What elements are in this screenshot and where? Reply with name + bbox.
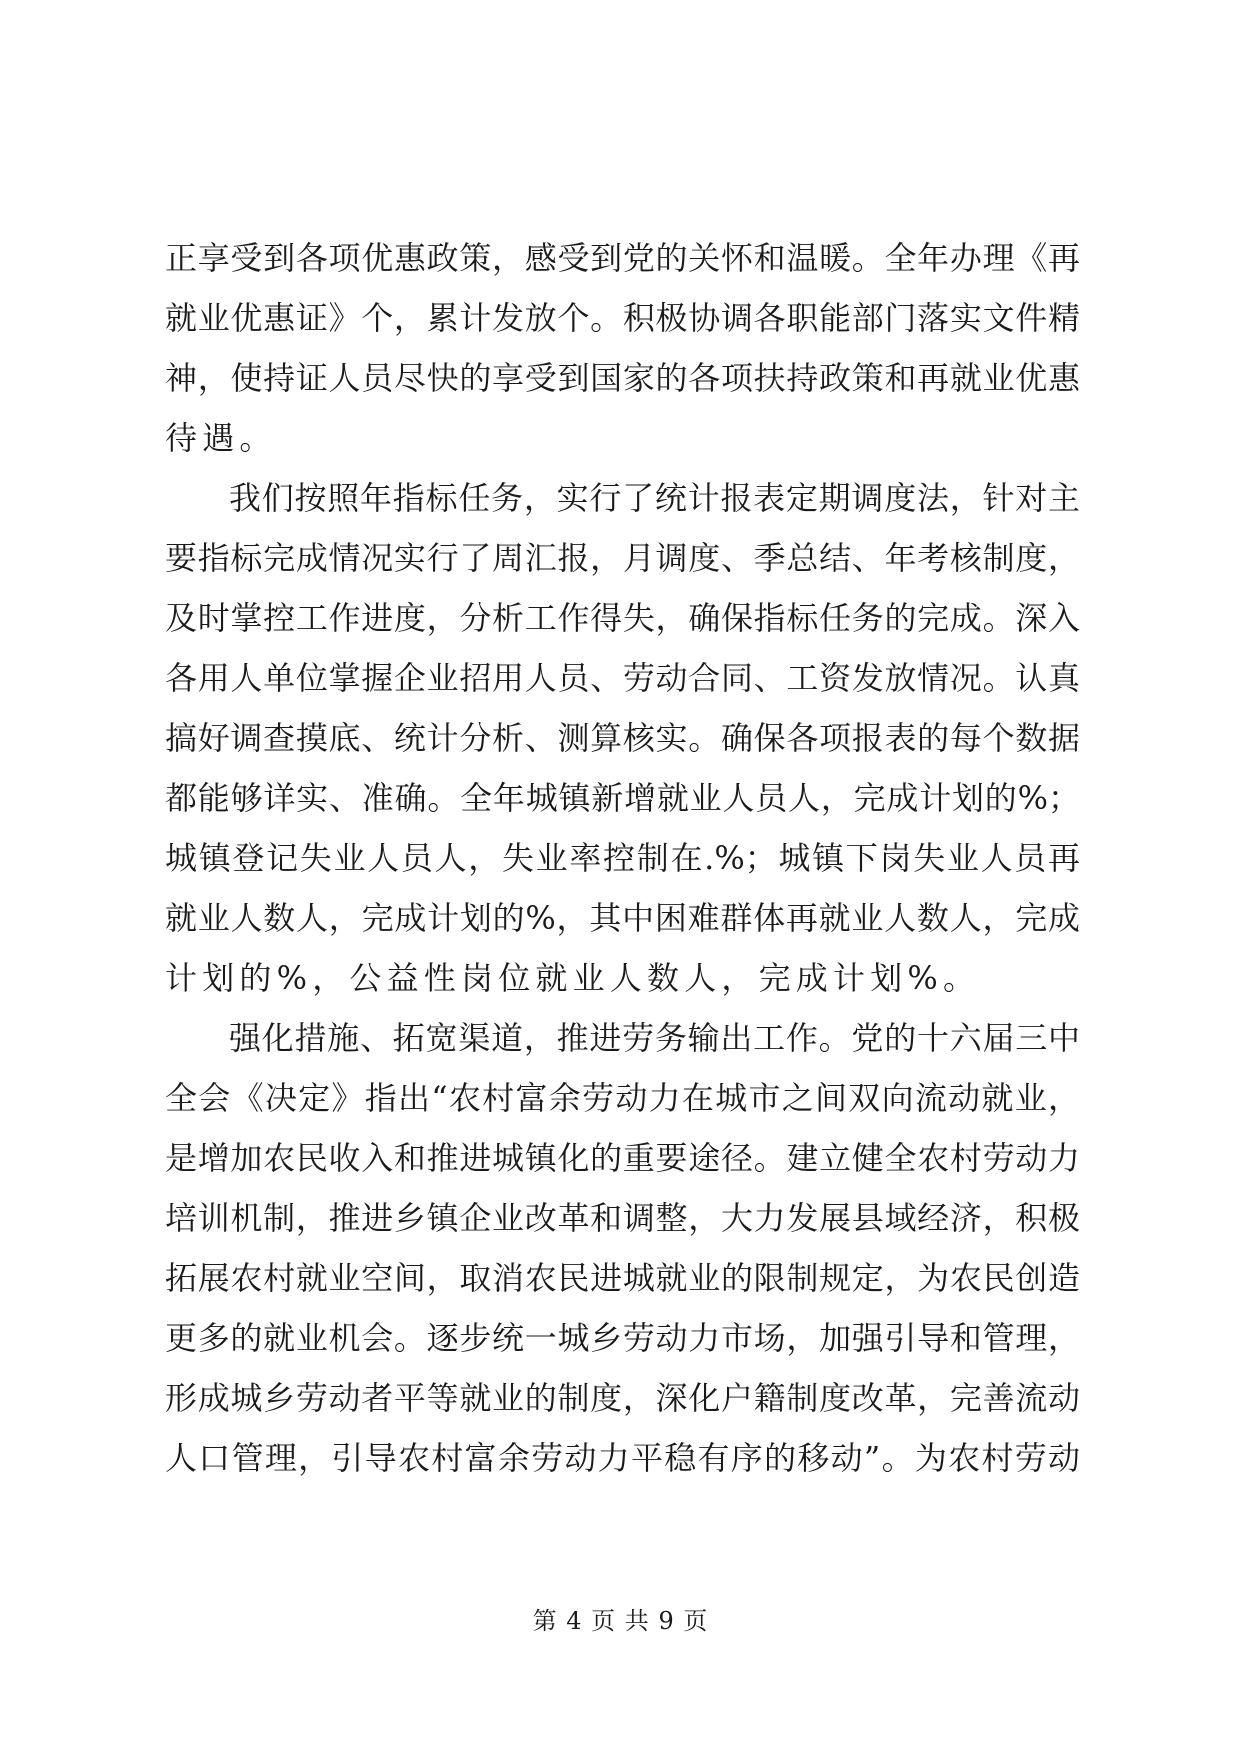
text-line: 全会《决定》指出“农村富余劳动力在城市之间双向流动就业， (165, 1079, 1080, 1117)
text-line: 城镇登记失业人员人，失业率控制在.%；城镇下岗失业人员再 (165, 839, 1080, 877)
text-line: 就业人数人，完成计划的%，其中困难群体再就业人数人，完成 (165, 899, 1080, 937)
text-line: 要指标完成情况实行了周汇报，月调度、季总结、年考核制度， (165, 539, 1080, 577)
page-footer: 第 4 页 共 9 页 (532, 1607, 709, 1635)
text-line: 及时掌控工作进度，分析工作得失，确保指标任务的完成。深入 (165, 599, 1080, 637)
text-line: 更多的就业机会。逐步统一城乡劳动力市场，加强引导和管理， (165, 1319, 1080, 1357)
text-line: 人口管理，引导农村富余劳动力平稳有序的移动”。为农村劳动 (165, 1439, 1080, 1477)
text-line: 是增加农民收入和推进城镇化的重要途径。建立健全农村劳动力 (165, 1139, 1080, 1177)
text-line: 培训机制，推进乡镇企业改革和调整，大力发展县域经济，积极 (165, 1199, 1080, 1237)
text-line: 强化措施、拓宽渠道，推进劳务输出工作。党的十六届三中 (229, 1019, 1080, 1057)
text-line: 各用人单位掌握企业招用人员、劳动合同、工资发放情况。认真 (165, 659, 1080, 697)
text-line: 神，使持证人员尽快的享受到国家的各项扶持政策和再就业优惠 (165, 359, 1080, 397)
text-line: 形成城乡劳动者平等就业的制度，深化户籍制度改革，完善流动 (165, 1379, 1080, 1417)
text-line: 就业优惠证》个，累计发放个。积极协调各职能部门落实文件精 (165, 299, 1080, 337)
text-line: 都能够详实、准确。全年城镇新增就业人员人，完成计划的%； (165, 779, 1080, 817)
text-line: 待遇。 (165, 419, 277, 457)
text-line: 正享受到各项优惠政策，感受到党的关怀和温暖。全年办理《再 (165, 239, 1080, 277)
text-line: 计划的%，公益性岗位就业人数人，完成计划%。 (165, 959, 981, 997)
text-line: 搞好调查摸底、统计分析、测算核实。确保各项报表的每个数据 (165, 719, 1080, 757)
text-line: 拓展农村就业空间，取消农民进城就业的限制规定，为农民创造 (165, 1259, 1080, 1297)
text-line: 我们按照年指标任务，实行了统计报表定期调度法，针对主 (229, 479, 1080, 517)
document-body (165, 228, 1080, 1488)
